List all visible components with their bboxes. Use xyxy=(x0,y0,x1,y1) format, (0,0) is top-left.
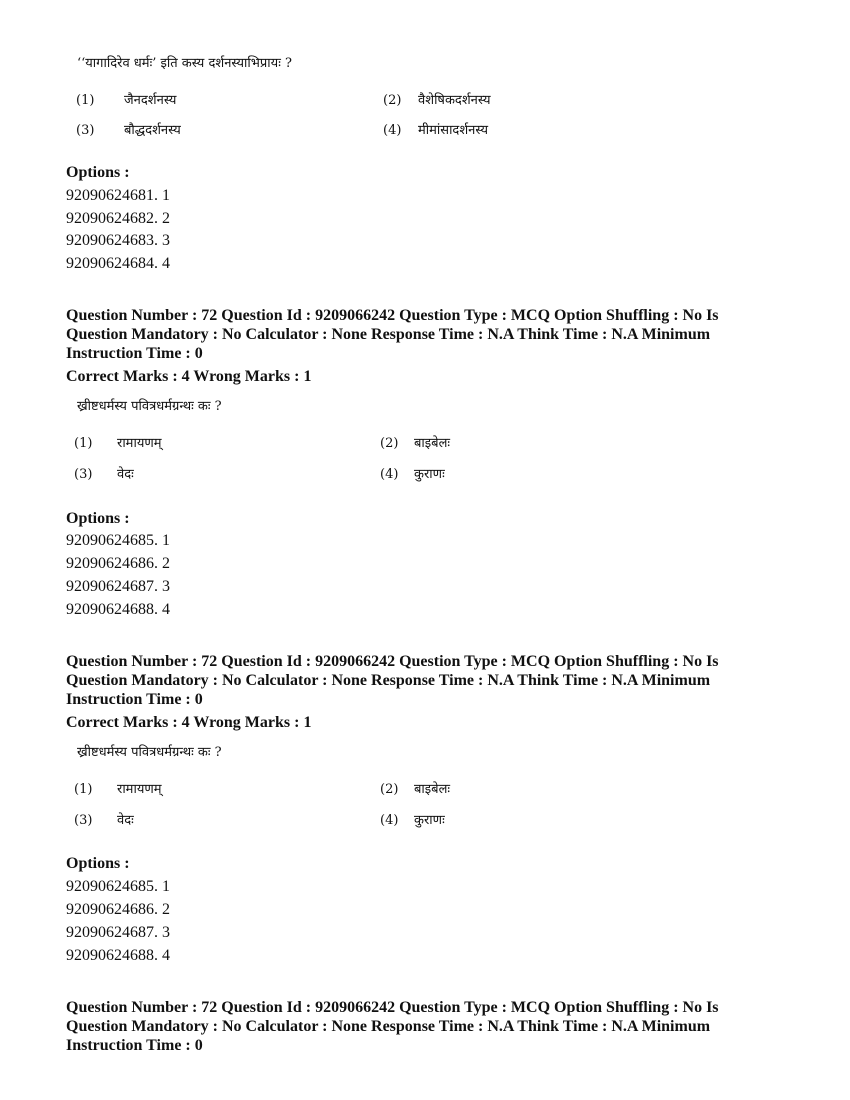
question-meta-line: Question Mandatory : No Calculator : None Response Time : N.A Think Time : N.A Minimum xyxy=(66,1018,711,1035)
option-text: कुराणः xyxy=(414,813,445,828)
option-text: बौद्धदर्शनस्य xyxy=(124,123,181,138)
option-id: 92090624684. 4 xyxy=(66,255,170,272)
option-text: जैनदर्शनस्य xyxy=(124,93,177,108)
marks-line: Correct Marks : 4 Wrong Marks : 1 xyxy=(66,368,312,385)
option-text: कुराणः xyxy=(414,467,445,482)
question-meta-line: Question Mandatory : No Calculator : None Response Time : N.A Think Time : N.A Minimum xyxy=(66,326,711,343)
option-id: 92090624685. 1 xyxy=(66,532,170,549)
option-number: (3) xyxy=(74,467,93,482)
question-meta-line: Instruction Time : 0 xyxy=(66,1037,203,1054)
option-id: 92090624685. 1 xyxy=(66,878,170,895)
question-meta-line: Instruction Time : 0 xyxy=(66,345,203,362)
option-number: (3) xyxy=(76,123,95,138)
option-id: 92090624682. 2 xyxy=(66,210,170,227)
option-id: 92090624681. 1 xyxy=(66,187,170,204)
option-number: (1) xyxy=(74,436,93,451)
option-text: वेदः xyxy=(117,467,134,482)
options-label: Options : xyxy=(66,510,130,527)
option-text: रामायणम् xyxy=(117,782,162,797)
option-number: (2) xyxy=(380,782,399,797)
options-label: Options : xyxy=(66,164,130,181)
question-text: ख्रीष्टधर्मस्य पवित्रधर्मग्रन्थः कः ? xyxy=(77,399,222,414)
option-text: वैशेषिकदर्शनस्य xyxy=(418,93,491,108)
question-text: ‘‘यागादिरेव धर्मः’ इति कस्य दर्शनस्याभिप्रायः ? xyxy=(77,56,292,71)
option-number: (3) xyxy=(74,813,93,828)
option-number: (2) xyxy=(383,93,402,108)
option-id: 92090624687. 3 xyxy=(66,924,170,941)
option-id: 92090624686. 2 xyxy=(66,555,170,572)
option-id: 92090624687. 3 xyxy=(66,578,170,595)
option-text: रामायणम् xyxy=(117,436,162,451)
option-number: (4) xyxy=(380,813,399,828)
option-text: वेदः xyxy=(117,813,134,828)
question-text: ख्रीष्टधर्मस्य पवित्रधर्मग्रन्थः कः ? xyxy=(77,745,222,760)
question-meta-line: Instruction Time : 0 xyxy=(66,691,203,708)
option-text: मीमांसादर्शनस्य xyxy=(418,123,488,138)
option-number: (4) xyxy=(383,123,402,138)
question-meta-line: Question Mandatory : No Calculator : None Response Time : N.A Think Time : N.A Minimum xyxy=(66,672,711,689)
option-number: (2) xyxy=(380,436,399,451)
marks-line: Correct Marks : 4 Wrong Marks : 1 xyxy=(66,714,312,731)
question-meta-line: Question Number : 72 Question Id : 9209066242 Question Type : MCQ Option Shuffling : No Is xyxy=(66,307,719,324)
option-number: (1) xyxy=(74,782,93,797)
option-text: बाइबेलः xyxy=(414,782,451,797)
question-meta-line: Question Number : 72 Question Id : 9209066242 Question Type : MCQ Option Shuffling : No Is xyxy=(66,653,719,670)
option-id: 92090624688. 4 xyxy=(66,947,170,964)
option-id: 92090624688. 4 xyxy=(66,601,170,618)
option-text: बाइबेलः xyxy=(414,436,451,451)
option-number: (4) xyxy=(380,467,399,482)
question-meta-line: Question Number : 72 Question Id : 9209066242 Question Type : MCQ Option Shuffling : No Is xyxy=(66,999,719,1016)
option-id: 92090624686. 2 xyxy=(66,901,170,918)
options-label: Options : xyxy=(66,855,130,872)
option-number: (1) xyxy=(76,93,95,108)
option-id: 92090624683. 3 xyxy=(66,232,170,249)
